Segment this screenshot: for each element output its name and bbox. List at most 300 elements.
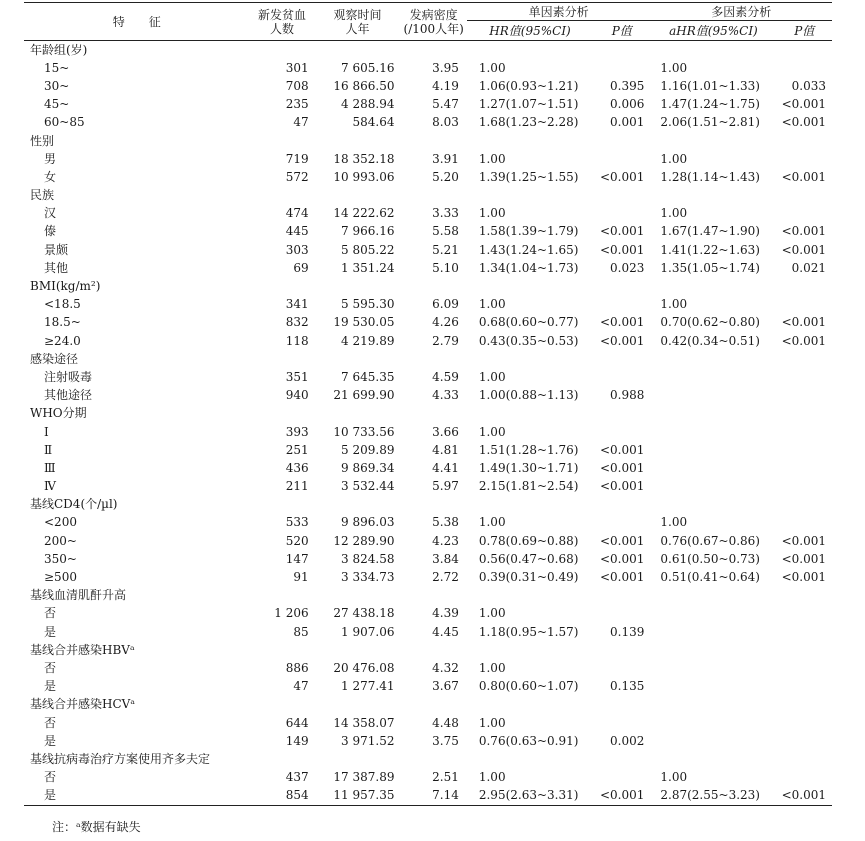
cell-hr: 1.27(1.07~1.51) (478, 97, 579, 112)
cell-p-multivariate: <0.001 (781, 242, 826, 257)
cell-feature: 性别 (30, 133, 55, 148)
cell-incidence: 4.59 (432, 369, 459, 384)
cell-hr (467, 696, 593, 714)
cell-new-cases (249, 350, 314, 368)
cell-obs-time (315, 277, 401, 295)
cell-ahr: 1.35(1.05~1.74) (660, 260, 760, 275)
cell-p-multivariate: 0.021 (791, 260, 826, 275)
cell-ahr: 0.51(0.41~0.64) (660, 570, 760, 585)
cell-new-cases: 832 (285, 315, 309, 330)
cell-p-multivariate (777, 277, 833, 295)
cell-ahr (650, 641, 776, 659)
cell-ahr (650, 587, 776, 605)
cell-new-cases (249, 696, 314, 714)
cell-hr: 2.95(2.63~3.31) (467, 787, 593, 806)
cell-p-multivariate (777, 714, 833, 732)
cell-hr: 1.00 (478, 770, 506, 785)
cell-p-multivariate (777, 587, 833, 605)
cell-incidence (400, 350, 466, 368)
cell-p-multivariate (777, 478, 833, 496)
cell-obs-time: 21 699.90 (333, 388, 395, 403)
cell-new-cases: 69 (293, 260, 309, 275)
cell-hr: 1.68(1.23~2.28) (478, 115, 579, 130)
cell-obs-time: 11 957.35 (315, 787, 401, 806)
cell-obs-time: 4 288.94 (341, 97, 395, 112)
table-header (24, 3, 832, 41)
cell-p-multivariate (777, 459, 833, 477)
cell-obs-time: 19 530.05 (333, 315, 395, 330)
cell-obs-time: 18 352.18 (333, 151, 395, 166)
cell-ahr (650, 732, 776, 750)
table-row (24, 568, 832, 586)
cell-p-multivariate (777, 769, 833, 787)
cell-obs-time: 1 277.41 (341, 679, 395, 694)
cell-ahr (650, 623, 776, 641)
cell-feature: 18.5~ (44, 315, 81, 330)
cell-incidence (400, 41, 466, 60)
cell-p-univariate (593, 187, 650, 205)
cell-new-cases: 719 (285, 151, 309, 166)
header-obs-time-line2: 人年 (345, 21, 370, 36)
cell-obs-time (315, 132, 401, 150)
header-p-multivariate: P值 (794, 23, 815, 38)
cell-ahr (650, 696, 776, 714)
cell-p-univariate (593, 132, 650, 150)
table-group-row (24, 750, 832, 768)
cell-obs-time: 3 532.44 (341, 479, 395, 494)
cell-new-cases (249, 750, 314, 768)
cell-new-cases (249, 132, 314, 150)
cell-ahr (650, 441, 776, 459)
cell-new-cases (249, 187, 314, 205)
cell-feature: 是 (44, 679, 57, 694)
header-univariate: 单因素分析 (467, 3, 651, 21)
cell-obs-time (315, 750, 401, 768)
cell-obs-time (315, 587, 401, 605)
cell-feature: 否 (44, 606, 57, 621)
cell-ahr (650, 478, 776, 496)
cell-incidence: 7.14 (400, 787, 466, 806)
cell-feature: 汉 (44, 206, 57, 221)
cell-hr: 0.80(0.60~1.07) (478, 679, 579, 694)
table-row (24, 441, 832, 459)
header-feature: 特 征 (112, 14, 161, 29)
table-row (24, 332, 832, 350)
cell-incidence (400, 696, 466, 714)
cell-obs-time: 14 222.62 (333, 206, 395, 221)
cell-p-multivariate (777, 296, 833, 314)
cell-obs-time (315, 187, 401, 205)
cell-incidence (400, 187, 466, 205)
cell-p-multivariate: <0.001 (781, 315, 826, 330)
table-note: 注：ᵃ数据有缺失 (52, 820, 141, 834)
table-group-row (24, 496, 832, 514)
cell-new-cases: 533 (285, 515, 309, 530)
table-group-row (24, 587, 832, 605)
table-row (24, 259, 832, 277)
cell-incidence: 4.32 (432, 660, 459, 675)
cell-p-univariate (593, 769, 650, 787)
cell-incidence: 4.41 (432, 460, 459, 475)
cell-feature: 基线抗病毒治疗方案使用齐多夫定 (30, 751, 211, 766)
cell-incidence: 5.58 (432, 224, 459, 239)
header-obs-time-line1: 观察时间 (333, 7, 382, 22)
cell-incidence: 5.38 (432, 515, 459, 530)
cell-p-univariate: <0.001 (599, 551, 645, 566)
cell-hr: 0.39(0.31~0.49) (478, 570, 579, 585)
cell-feature: Ⅰ (44, 424, 49, 439)
table-row (24, 314, 832, 332)
cell-hr (467, 277, 593, 295)
cell-p-multivariate: <0.001 (777, 787, 833, 806)
cell-p-multivariate (777, 405, 833, 423)
cell-p-univariate (593, 405, 650, 423)
cell-obs-time: 7 966.16 (341, 224, 395, 239)
cell-p-univariate (593, 696, 650, 714)
cell-ahr: 1.00 (660, 151, 688, 166)
cell-new-cases: 940 (285, 388, 309, 403)
cell-new-cases: 437 (285, 770, 309, 785)
cell-p-univariate: <0.001 (599, 442, 645, 457)
cell-new-cases: 47 (293, 679, 309, 694)
cell-incidence: 2.51 (432, 770, 459, 785)
cell-new-cases: 644 (285, 715, 309, 730)
cell-feature: 女 (44, 169, 57, 184)
cell-feature: 注射吸毒 (44, 369, 93, 384)
cell-ahr (650, 405, 776, 423)
cell-incidence (400, 132, 466, 150)
cell-ahr: 1.00 (660, 60, 688, 75)
cell-p-multivariate: <0.001 (781, 333, 826, 348)
table-group-row (24, 132, 832, 150)
cell-obs-time: 1 907.06 (341, 624, 395, 639)
cell-p-univariate: 0.002 (610, 733, 645, 748)
cell-hr: 1.00 (478, 60, 506, 75)
cell-p-univariate: <0.001 (599, 533, 645, 548)
cell-obs-time: 14 358.07 (333, 715, 395, 730)
cell-p-multivariate (777, 59, 833, 77)
cell-hr: 1.00 (478, 606, 506, 621)
cell-hr: 2.15(1.81~2.54) (478, 479, 579, 494)
cell-incidence: 3.91 (432, 151, 459, 166)
cell-feature: 民族 (30, 188, 55, 203)
table-group-row (24, 405, 832, 423)
cell-new-cases: 118 (285, 333, 309, 348)
cell-incidence: 2.79 (432, 333, 459, 348)
header-hr: HR值(95%CI) (489, 23, 571, 38)
cell-feature: 是 (44, 733, 57, 748)
cell-incidence: 3.66 (432, 424, 459, 439)
cell-new-cases: 301 (285, 60, 309, 75)
cell-p-univariate: 0.988 (610, 388, 645, 403)
cell-feature: 否 (44, 660, 57, 675)
cell-ahr (650, 659, 776, 677)
cell-p-univariate: 0.135 (610, 679, 645, 694)
table-row (24, 150, 832, 168)
cell-p-univariate (593, 423, 650, 441)
cell-p-univariate (593, 750, 650, 768)
cell-p-univariate: 0.001 (610, 115, 645, 130)
table-row (24, 168, 832, 186)
cell-obs-time (315, 350, 401, 368)
cell-incidence (400, 496, 466, 514)
cell-obs-time: 5 595.30 (341, 297, 395, 312)
cell-obs-time: 3 334.73 (341, 570, 395, 585)
cell-ahr (650, 423, 776, 441)
cell-ahr: 1.41(1.22~1.63) (660, 242, 760, 257)
cell-feature: 基线合并感染HCVᵃ (30, 697, 135, 712)
cell-feature: <200 (44, 515, 77, 530)
cell-incidence: 4.33 (432, 388, 459, 403)
cell-incidence: 3.95 (432, 60, 459, 75)
cell-ahr (650, 368, 776, 386)
cell-new-cases: 341 (285, 297, 309, 312)
cell-p-multivariate (777, 732, 833, 750)
cell-incidence: 5.97 (432, 479, 459, 494)
cell-ahr: 0.42(0.34~0.51) (660, 333, 760, 348)
cell-ahr (650, 496, 776, 514)
cell-p-univariate (593, 496, 650, 514)
cell-incidence (400, 750, 466, 768)
cell-hr: 1.00 (478, 424, 506, 439)
cell-hr: 0.56(0.47~0.68) (478, 551, 579, 566)
cell-p-multivariate (777, 678, 833, 696)
cell-p-univariate: <0.001 (599, 570, 645, 585)
cell-feature: 感染途径 (30, 351, 79, 366)
cell-ahr (650, 459, 776, 477)
cell-hr: 1.51(1.28~1.76) (478, 442, 579, 457)
cell-p-univariate (593, 277, 650, 295)
table-group-row (24, 696, 832, 714)
cell-ahr: 1.47(1.24~1.75) (660, 97, 760, 112)
table-row (24, 478, 832, 496)
cell-p-multivariate: <0.001 (781, 169, 826, 184)
cell-ahr: 0.76(0.67~0.86) (660, 533, 760, 548)
cell-hr (467, 750, 593, 768)
cell-hr: 1.39(1.25~1.55) (478, 169, 579, 184)
cell-feature: 200~ (44, 533, 77, 548)
cell-ahr (650, 387, 776, 405)
cell-p-univariate: 0.023 (610, 260, 645, 275)
cell-new-cases: 520 (285, 533, 309, 548)
cell-obs-time: 5 209.89 (341, 442, 395, 457)
cell-incidence: 4.26 (432, 315, 459, 330)
cell-obs-time: 16 866.50 (333, 78, 395, 93)
cell-obs-time: 9 896.03 (341, 515, 395, 530)
cell-incidence: 6.09 (432, 297, 459, 312)
cell-hr: 1.18(0.95~1.57) (478, 624, 579, 639)
cell-hr (467, 350, 593, 368)
cell-feature: 是 (24, 787, 249, 806)
cell-obs-time (315, 41, 401, 60)
cell-hr: 0.76(0.63~0.91) (478, 733, 579, 748)
cell-p-multivariate: <0.001 (781, 551, 826, 566)
cell-ahr: 0.61(0.50~0.73) (660, 551, 760, 566)
cell-feature: 是 (44, 624, 57, 639)
table-row (24, 714, 832, 732)
cell-feature: <18.5 (44, 297, 81, 312)
cell-p-multivariate (777, 605, 833, 623)
table-row (24, 114, 832, 132)
cell-obs-time: 7 605.16 (341, 60, 395, 75)
cell-ahr (650, 605, 776, 623)
cell-new-cases: 854 (249, 787, 314, 806)
cell-new-cases (249, 277, 314, 295)
cell-incidence: 8.03 (432, 115, 459, 130)
cell-incidence (400, 587, 466, 605)
cell-obs-time: 17 387.89 (333, 770, 395, 785)
header-ahr: aHR值(95%CI) (669, 23, 758, 38)
cell-hr (467, 41, 593, 60)
cell-p-multivariate (777, 641, 833, 659)
cell-hr: 0.78(0.69~0.88) (478, 533, 579, 548)
cell-ahr (650, 714, 776, 732)
cell-hr: 1.00(0.88~1.13) (478, 388, 579, 403)
cell-p-multivariate (777, 387, 833, 405)
cell-hr: 1.00 (478, 715, 506, 730)
cell-hr (467, 187, 593, 205)
table-row (24, 59, 832, 77)
cell-feature: 45~ (44, 97, 70, 112)
cell-p-multivariate (777, 41, 833, 60)
header-p-univariate: P值 (611, 23, 632, 38)
cell-hr: 1.58(1.39~1.79) (478, 224, 579, 239)
table-row (24, 678, 832, 696)
table-row (24, 223, 832, 241)
cell-incidence (400, 405, 466, 423)
cell-p-multivariate: <0.001 (781, 115, 826, 130)
cell-incidence: 4.45 (432, 624, 459, 639)
cell-ahr (650, 678, 776, 696)
cell-p-univariate: <0.001 (599, 479, 645, 494)
cell-incidence (400, 277, 466, 295)
cell-p-univariate: <0.001 (599, 460, 645, 475)
cell-p-multivariate: 0.033 (791, 78, 826, 93)
cell-feature: 男 (44, 151, 57, 166)
cell-p-univariate: <0.001 (599, 315, 645, 330)
cell-incidence: 3.75 (432, 733, 459, 748)
table-row (24, 550, 832, 568)
cell-p-univariate: <0.001 (599, 169, 645, 184)
cell-hr: 1.00 (478, 151, 506, 166)
cell-ahr: 1.00 (660, 770, 688, 785)
cell-hr: 1.00 (478, 515, 506, 530)
table-group-row (24, 187, 832, 205)
cell-obs-time (315, 696, 401, 714)
cell-p-univariate (593, 605, 650, 623)
cell-obs-time: 3 824.58 (341, 551, 395, 566)
cell-feature: 其他 (44, 260, 69, 275)
table-row (24, 732, 832, 750)
table-row (24, 77, 832, 95)
cell-obs-time: 584.64 (352, 115, 395, 130)
cell-new-cases (249, 496, 314, 514)
cell-hr: 1.34(1.04~1.73) (478, 260, 579, 275)
cell-p-univariate (593, 59, 650, 77)
cell-feature: 350~ (44, 551, 77, 566)
cell-new-cases: 393 (285, 424, 309, 439)
header-multivariate: 多因素分析 (650, 3, 832, 21)
cell-feature: 年龄组(岁) (30, 42, 88, 57)
cell-hr: 1.43(1.24~1.65) (478, 242, 579, 257)
cell-ahr (650, 187, 776, 205)
cell-incidence: 3.84 (432, 551, 459, 566)
cell-obs-time: 10 993.06 (333, 169, 395, 184)
table-group-row (24, 277, 832, 295)
cell-p-multivariate (777, 205, 833, 223)
cell-new-cases: 149 (285, 733, 309, 748)
cell-feature: 否 (44, 770, 57, 785)
cell-p-multivariate (777, 514, 833, 532)
cell-feature: ≥24.0 (44, 333, 81, 348)
cell-p-multivariate: <0.001 (781, 224, 826, 239)
cell-incidence: 4.48 (432, 715, 459, 730)
cell-ahr (650, 132, 776, 150)
cell-p-univariate (593, 659, 650, 677)
cell-new-cases (249, 405, 314, 423)
cell-hr: 1.00 (478, 369, 506, 384)
cell-p-multivariate (777, 696, 833, 714)
table-row (24, 514, 832, 532)
cell-obs-time: 20 476.08 (333, 660, 395, 675)
cell-feature: Ⅱ (44, 442, 53, 457)
cell-feature: ≥500 (44, 570, 77, 585)
cell-obs-time (315, 405, 401, 423)
cell-new-cases (249, 587, 314, 605)
results-table (24, 2, 832, 806)
table-row (24, 605, 832, 623)
cell-hr: 1.06(0.93~1.21) (478, 78, 579, 93)
cell-new-cases: 147 (285, 551, 309, 566)
cell-p-univariate: 0.006 (610, 97, 645, 112)
cell-p-multivariate (777, 187, 833, 205)
cell-new-cases: 708 (285, 78, 309, 93)
cell-ahr (650, 750, 776, 768)
table-row (24, 387, 832, 405)
cell-p-multivariate (777, 368, 833, 386)
cell-feature: 否 (44, 715, 57, 730)
cell-ahr: 1.28(1.14~1.43) (660, 169, 760, 184)
cell-feature: BMI(kg/m²) (30, 279, 101, 294)
cell-p-univariate: <0.001 (599, 333, 645, 348)
cell-new-cases (249, 641, 314, 659)
cell-new-cases: 47 (293, 115, 309, 130)
table-row (24, 96, 832, 114)
cell-p-univariate (593, 350, 650, 368)
cell-ahr (650, 277, 776, 295)
cell-feature: 景颇 (44, 242, 69, 257)
table-row (24, 205, 832, 223)
cell-p-univariate: 0.139 (610, 624, 645, 639)
cell-hr: 0.43(0.35~0.53) (478, 333, 579, 348)
cell-p-univariate (593, 150, 650, 168)
cell-hr: 1.00 (478, 297, 506, 312)
cell-p-multivariate (777, 350, 833, 368)
cell-incidence: 3.33 (432, 206, 459, 221)
cell-p-univariate: <0.001 (599, 224, 645, 239)
cell-obs-time: 3 971.52 (341, 733, 395, 748)
cell-incidence: 5.21 (432, 242, 459, 257)
cell-new-cases: 886 (285, 660, 309, 675)
cell-new-cases: 211 (285, 479, 309, 494)
cell-hr (467, 405, 593, 423)
header-new-cases-line2: 人数 (270, 21, 295, 36)
cell-p-multivariate (777, 150, 833, 168)
header-incidence (400, 3, 466, 41)
cell-new-cases: 445 (285, 224, 309, 239)
cell-feature: 60~85 (44, 115, 85, 130)
cell-p-multivariate: <0.001 (781, 533, 826, 548)
